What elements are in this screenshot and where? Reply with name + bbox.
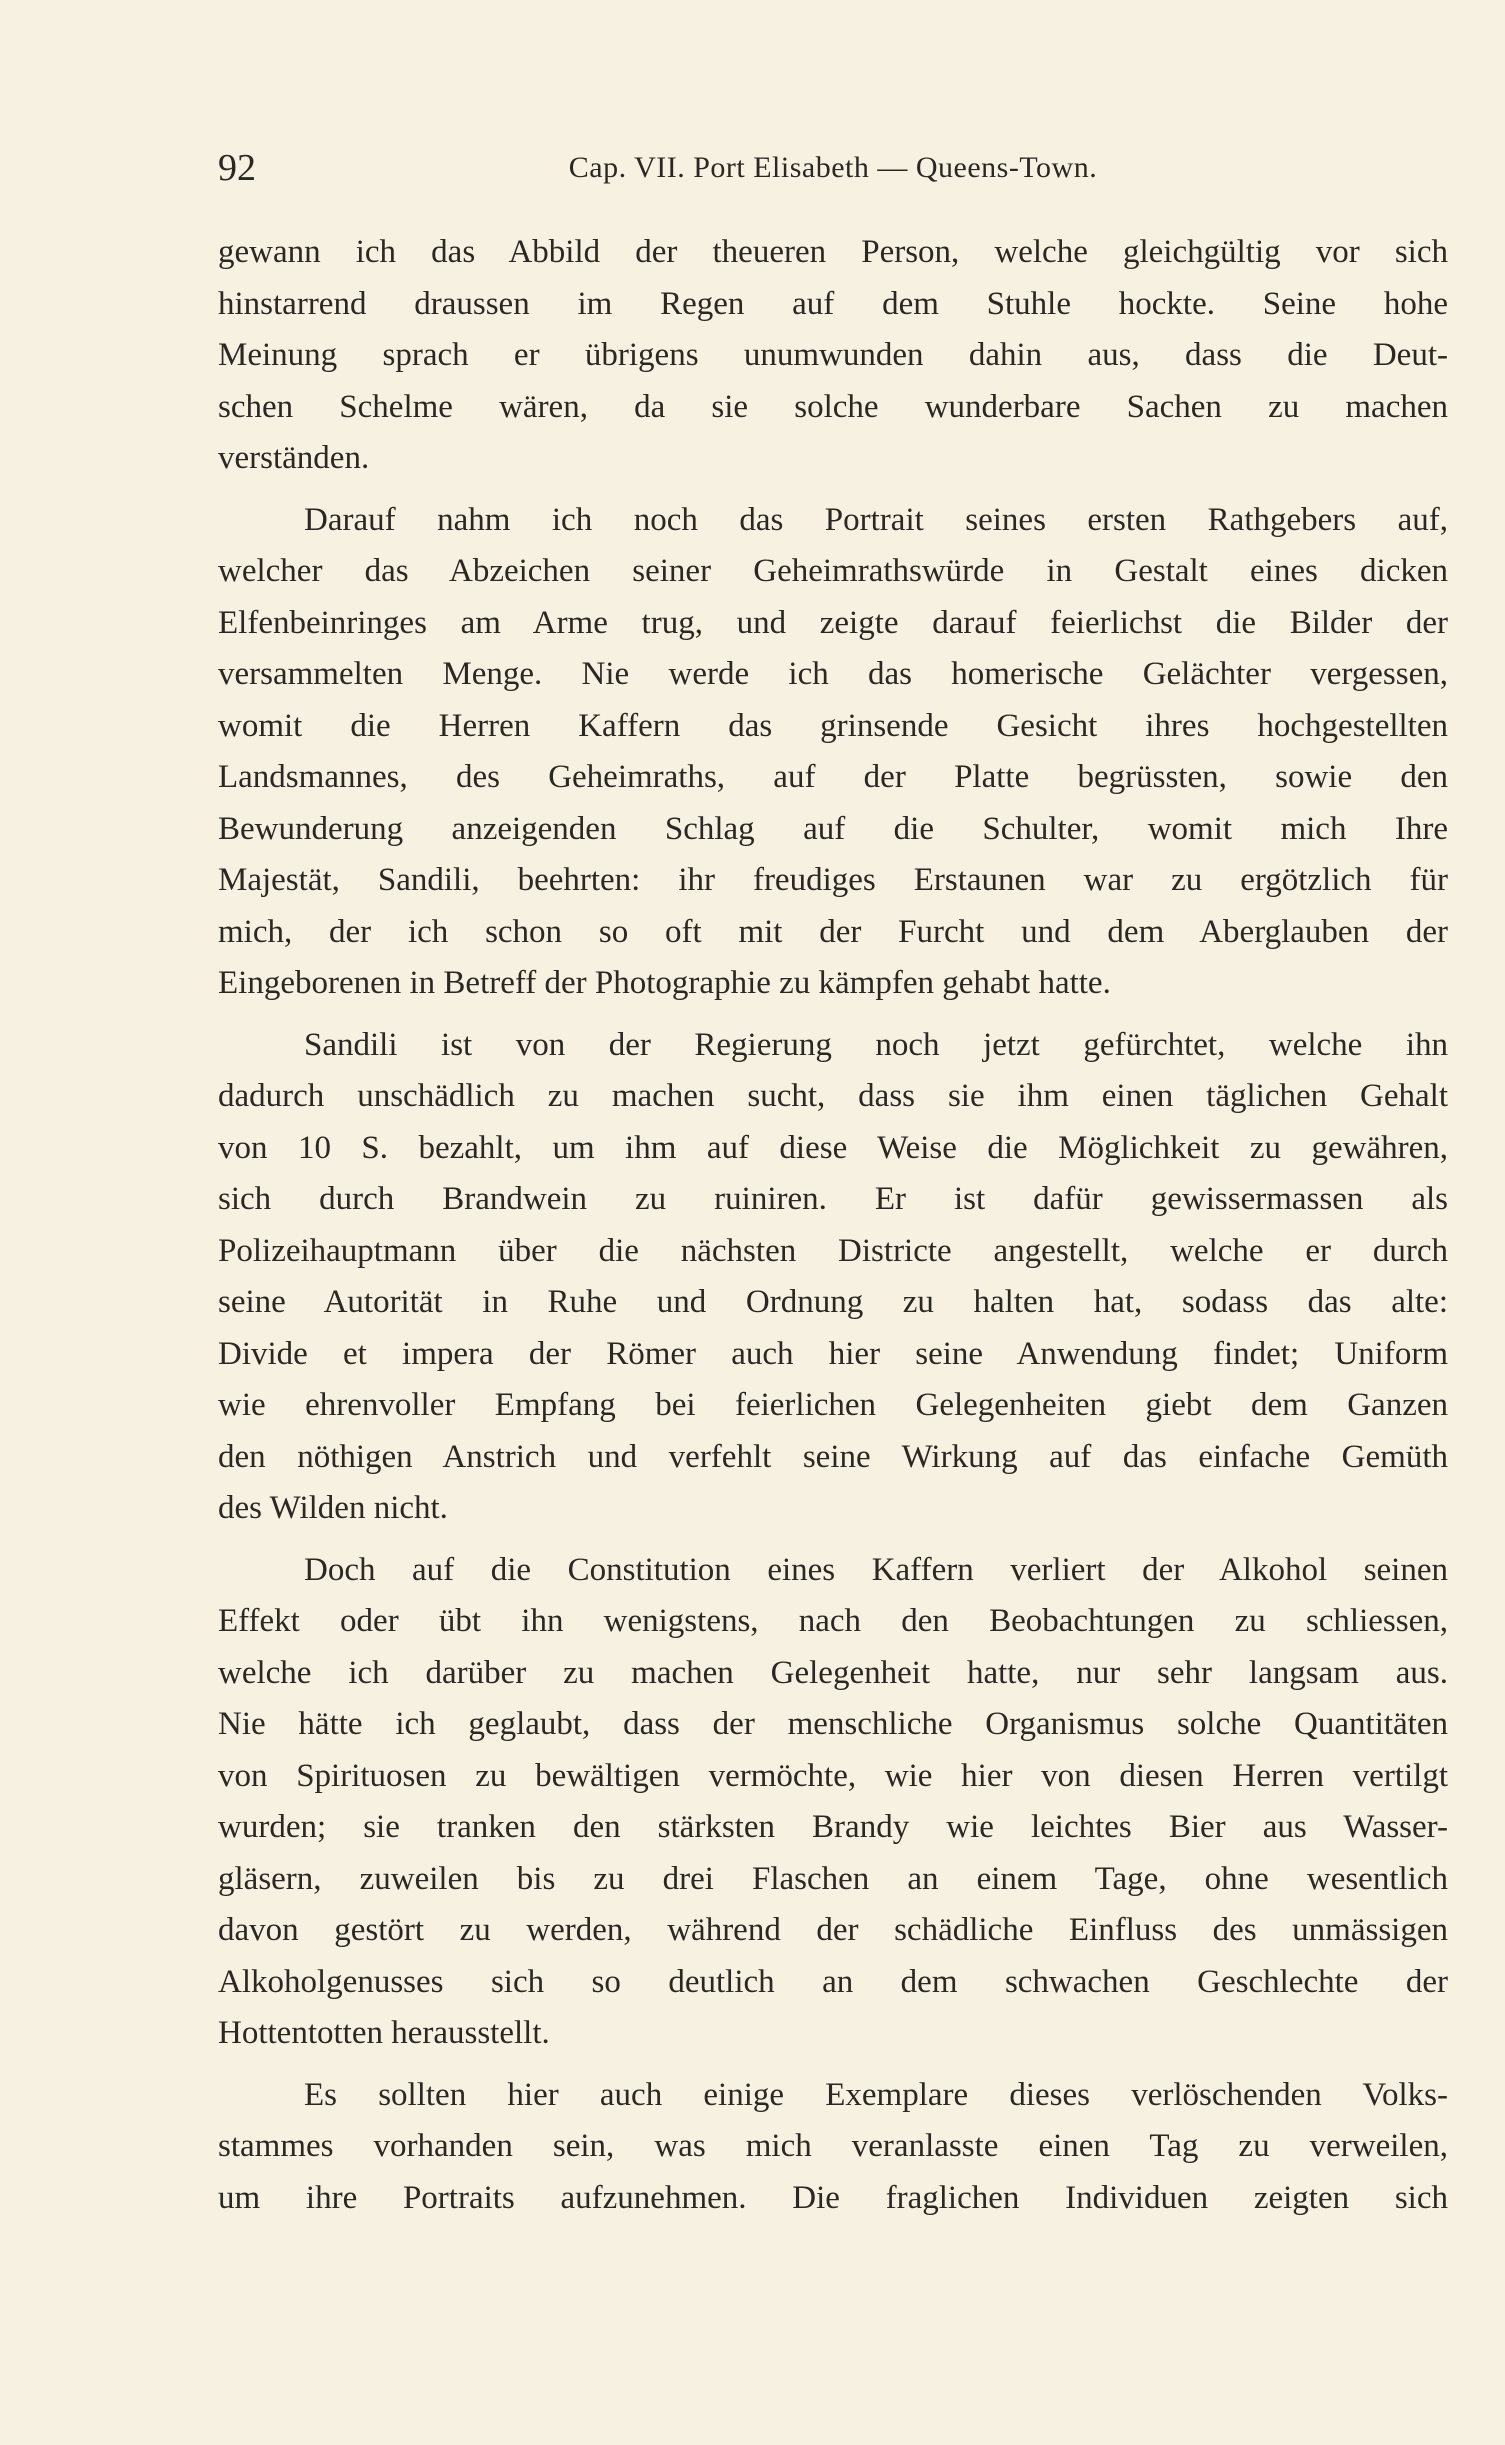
page-number: 92 <box>218 147 256 189</box>
paragraph <box>218 227 1448 485</box>
text-line: sich durch Brandwein zu ruiniren. Er ist dafür gewissermassen als <box>218 1181 1448 1217</box>
paragraph <box>218 1020 1448 1535</box>
text-line: verständen. <box>218 440 370 476</box>
text-line: wie ehrenvoller Empfang bei feierlichen Gelegenheiten giebt dem Ganzen <box>218 1387 1448 1423</box>
text-line: gläsern, zuweilen bis zu drei Flaschen an einem Tage, ohne wesentlich <box>218 1860 1448 1897</box>
text-line: Majestät, Sandili, beehrten: ihr freudiges Erstaunen war zu ergötzlich für <box>218 862 1448 898</box>
text-line: Nie hätte ich geglaubt, dass der menschliche Organismus solche Quantitäten <box>218 1706 1448 1742</box>
text-line: Sandili ist von der Regierung noch jetzt gefürchtet, welche ihn <box>304 1026 1448 1063</box>
text-line: gewann ich das Abbild der theueren Person, welche gleichgültig vor sich <box>218 234 1448 270</box>
text-line: Eingeborenen in Betreff der Photographie zu kämpfen gehabt hatte. <box>218 965 1111 1001</box>
text-line: welche ich darüber zu machen Gelegenheit hatte, nur sehr langsam aus. <box>218 1654 1448 1691</box>
text-line: welcher das Abzeichen seiner Geheimrathswürde in Gestalt eines dicken <box>218 553 1448 589</box>
page-header <box>218 143 1448 193</box>
paragraph <box>218 2070 1448 2225</box>
text-line: Hottentotten herausstellt. <box>218 2015 550 2051</box>
text-line: Polizeihauptmann über die nächsten Districte angestellt, welche er durch <box>218 1232 1448 1269</box>
text-line: Landsmannes, des Geheimraths, auf der Platte begrüssten, sowie den <box>218 759 1448 795</box>
text-line: wurden; sie tranken den stärksten Brandy wie leichtes Bier aus Wasser- <box>218 1809 1448 1845</box>
text-line: Darauf nahm ich noch das Portrait seines ersten Rathgebers auf, <box>304 501 1448 538</box>
text-line: davon gestört zu werden, während der schädliche Einfluss des unmässigen <box>218 1912 1448 1948</box>
text-line: Effekt oder übt ihn wenigstens, nach den Beobachtungen zu schliessen, <box>218 1603 1448 1639</box>
text-line: den nöthigen Anstrich und verfehlt seine Wirkung auf das einfache Gemüth <box>218 1438 1448 1475</box>
text-line: schen Schelme wären, da sie solche wunderbare Sachen zu machen <box>218 388 1448 425</box>
text-line: des Wilden nicht. <box>218 1490 448 1526</box>
text-line: Divide et impera der Römer auch hier seine Anwendung findet; Uniform <box>218 1335 1448 1372</box>
paragraph <box>218 495 1448 1010</box>
text-line: von 10 S. bezahlt, um ihm auf diese Weise die Möglichkeit zu gewähren, <box>218 1129 1448 1166</box>
text-line: Bewunderung anzeigenden Schlag auf die Schulter, womit mich Ihre <box>218 810 1448 847</box>
text-line: Meinung sprach er übrigens unumwunden dahin aus, dass die Deut- <box>218 337 1448 373</box>
text-line: dadurch unschädlich zu machen sucht, dass sie ihm einen täglichen Gehalt <box>218 1078 1448 1114</box>
text-line: Elfenbeinringes am Arme trug, und zeigte darauf feierlichst die Bilder der <box>218 604 1448 641</box>
text-line: hinstarrend draussen im Regen auf dem Stuhle hockte. Seine hohe <box>218 285 1448 322</box>
running-head: Cap. VII. Port Elisabeth — Queens-Town. <box>568 151 1098 184</box>
text-line: Doch auf die Constitution eines Kaffern verliert der Alkohol seinen <box>304 1551 1448 1588</box>
text-line: womit die Herren Kaffern das grinsende Gesicht ihres hochgestellten <box>218 707 1448 744</box>
text-line: um ihre Portraits aufzunehmen. Die fraglichen Individuen zeigten sich <box>218 2179 1448 2216</box>
text-line: Es sollten hier auch einige Exemplare dieses verlöschenden Volks- <box>304 2076 1448 2113</box>
text-line: Alkoholgenusses sich so deutlich an dem schwachen Geschlechte der <box>218 1963 1448 2000</box>
text-line: stammes vorhanden sein, was mich veranlasste einen Tag zu verweilen, <box>218 2128 1448 2164</box>
paragraph <box>218 1545 1448 2060</box>
text-line: versammelten Menge. Nie werde ich das homerische Gelächter vergessen, <box>218 656 1448 692</box>
text-line: seine Autorität in Ruhe und Ordnung zu halten hat, sodass das alte: <box>218 1284 1448 1320</box>
text-line: von Spirituosen zu bewältigen vermöchte, wie hier von diesen Herren vertilgt <box>218 1757 1448 1794</box>
body-text <box>218 227 1448 2224</box>
text-line: mich, der ich schon so oft mit der Furcht und dem Aberglauben der <box>218 913 1448 950</box>
